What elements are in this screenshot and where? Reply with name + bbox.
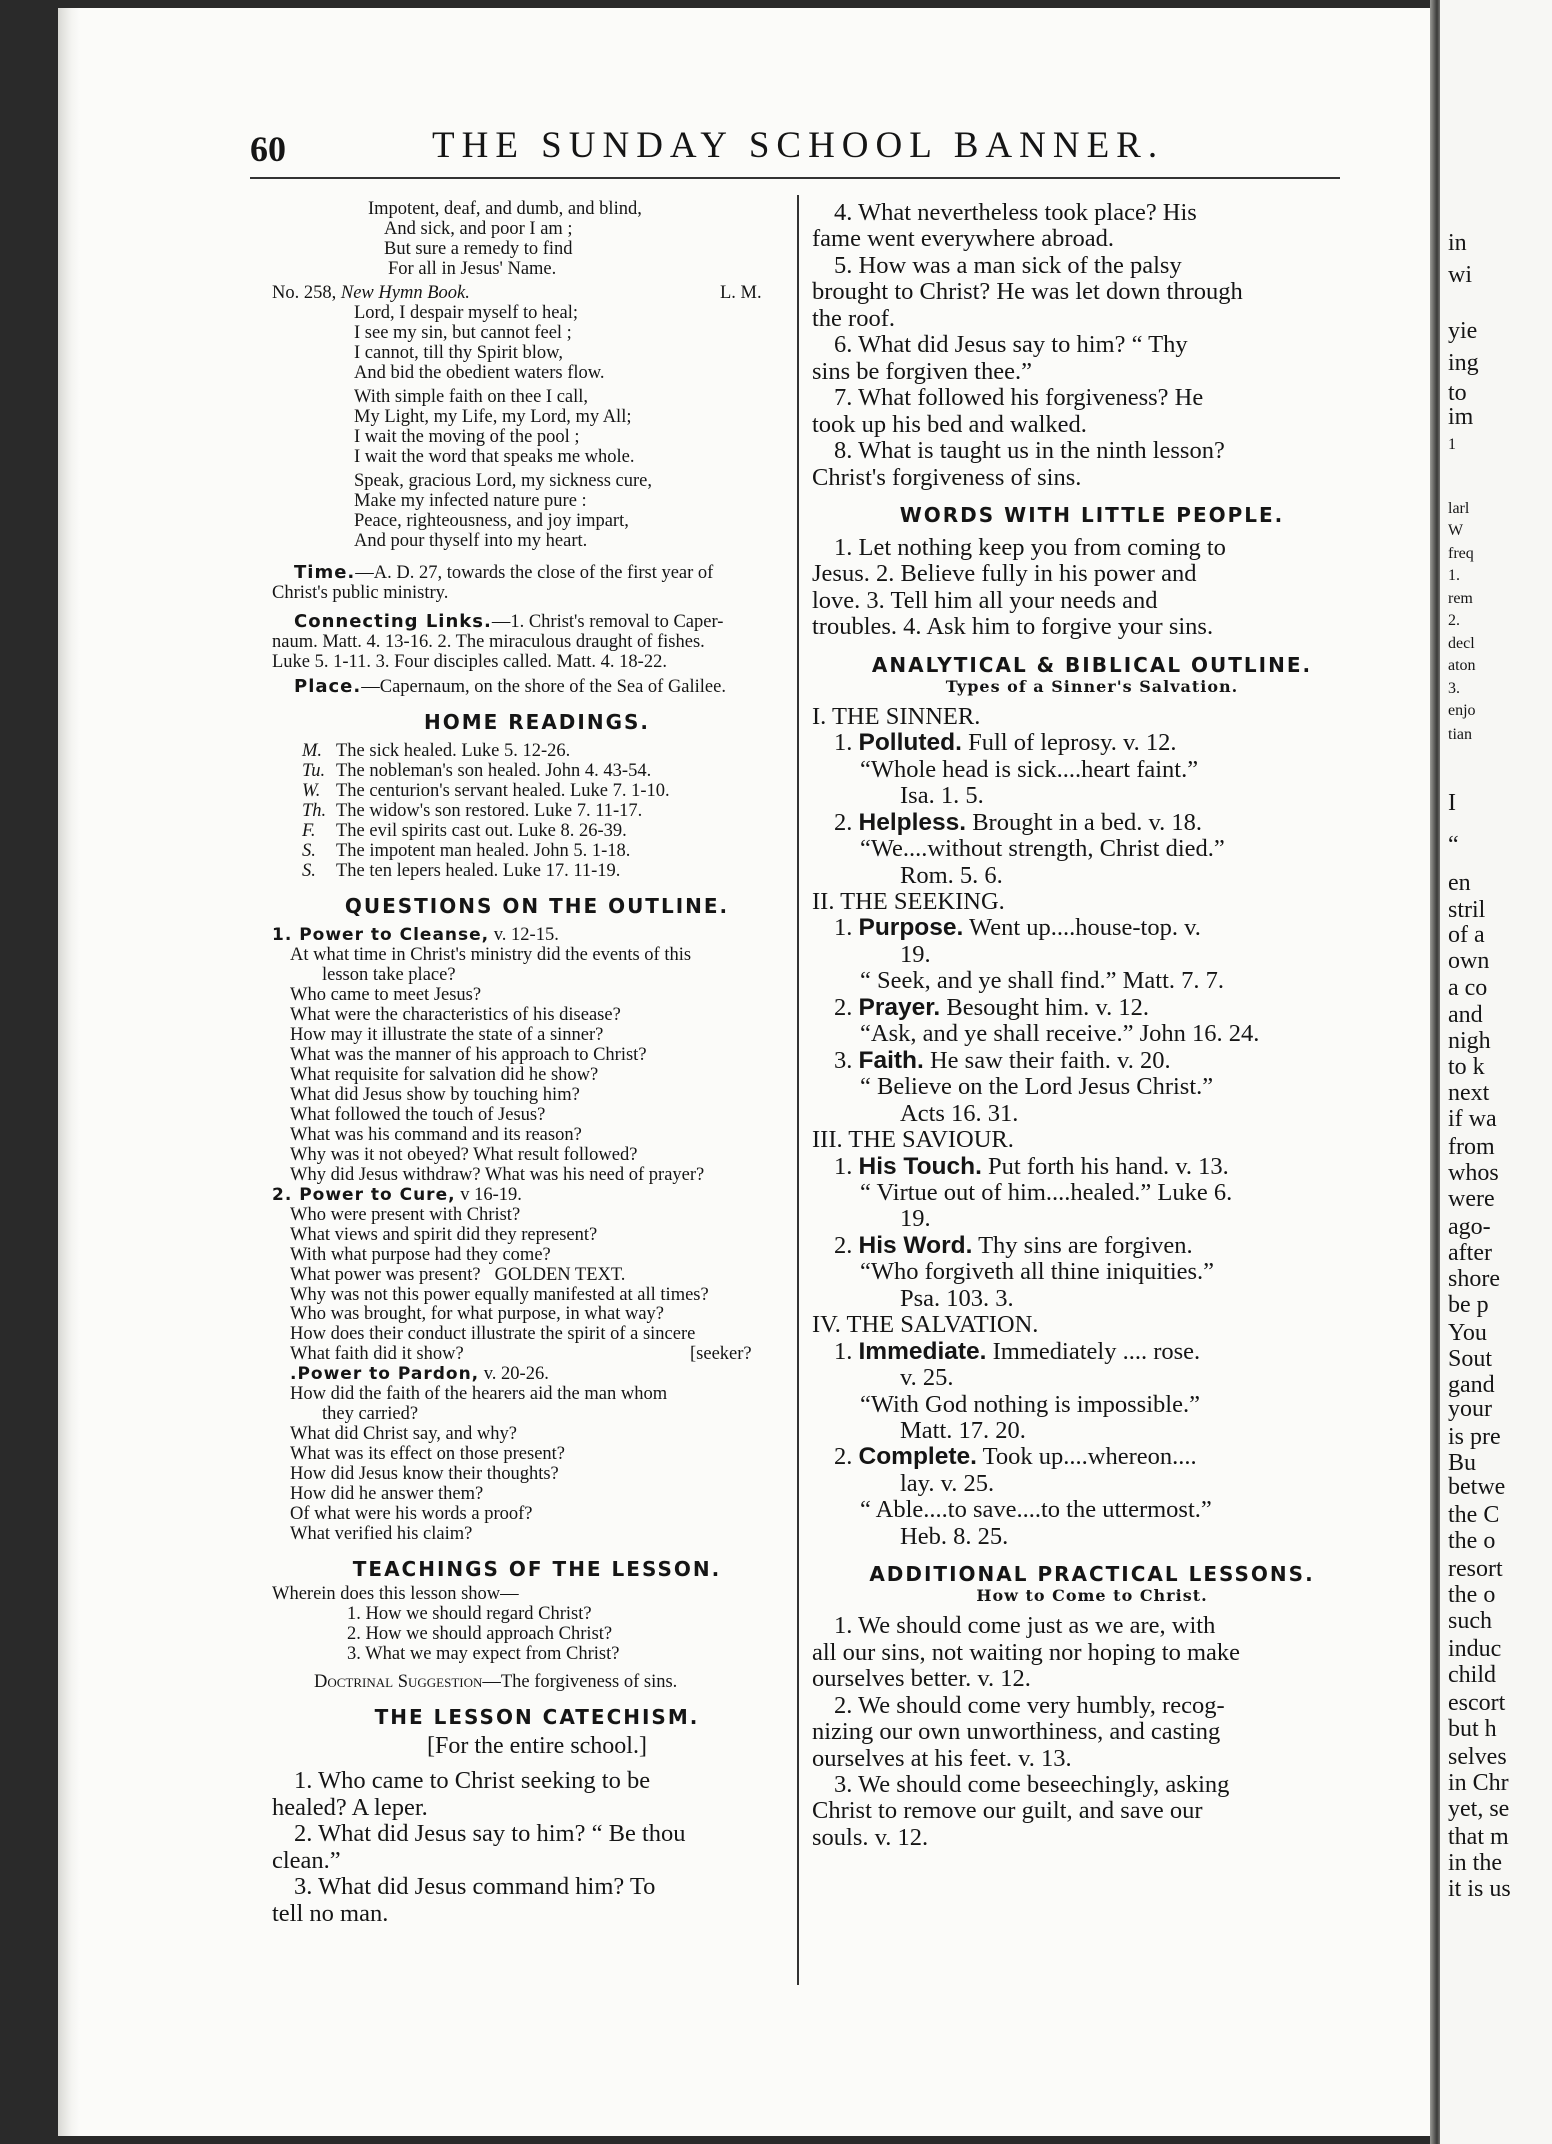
links-line-1: —1. Christ's removal to Caper-	[491, 612, 724, 633]
teaching-item: 2. How we should approach Christ?	[347, 1624, 613, 1645]
outline-point-keyword: Polluted.	[858, 729, 962, 757]
outline-point-number: 2.	[834, 1231, 859, 1259]
home-reading-item	[302, 862, 802, 882]
links-line-3: Luke 5. 1-11. 3. Four disciples called. Matt. 4. 18-22.	[272, 652, 667, 673]
catechism-line: 2. What did Jesus say to him? “ Be thou	[294, 1820, 686, 1848]
catechism-line: 5. How was a man sick of the palsy	[834, 251, 1182, 279]
hymn-line: And sick, and poor I am ;	[384, 218, 573, 239]
catechism-line: sins be forgiven thee.”	[812, 357, 1032, 385]
next-page-fragment: 1	[1448, 436, 1456, 453]
additional-line: nizing our own unworthiness, and casting	[812, 1718, 1221, 1746]
q2-heading: 2. Power to Cure,	[272, 1184, 456, 1205]
next-page-fragment: stril	[1448, 897, 1486, 923]
q1-ref: v. 12-15.	[489, 925, 559, 946]
outline-reference: Matt. 17. 20.	[900, 1417, 1026, 1445]
question-line: Why did Jesus withdraw? What was his need of prayer?	[290, 1164, 705, 1185]
next-page-fragment: in Chr	[1448, 1770, 1509, 1796]
outline-point-number: 1.	[834, 1152, 859, 1180]
outline-point-keyword: Faith.	[858, 1046, 924, 1074]
additional-line: ourselves better. v. 12.	[812, 1665, 1031, 1693]
outline-point-number: 3.	[834, 1046, 859, 1074]
catechism-line: 3. What did Jesus command him? To	[294, 1873, 656, 1901]
outline-quote: “ Seek, and ye shall find.” Matt. 7. 7.	[860, 967, 1225, 995]
additional-line: ourselves at his feet. v. 13.	[812, 1744, 1072, 1772]
catechism-title: THE LESSON CATECHISM.	[374, 1704, 700, 1729]
catechism-subtitle: [For the entire school.]	[427, 1732, 647, 1759]
outline-point	[812, 810, 1372, 836]
home-reading-item	[302, 742, 802, 762]
place-text: —Capernaum, on the shore of the Sea of Galilee.	[361, 677, 726, 698]
question-line: Who came to meet Jesus?	[290, 984, 482, 1005]
outline-reference: 19.	[900, 1205, 931, 1233]
next-page-fragment: that m	[1448, 1824, 1509, 1850]
next-page-fragment: You	[1448, 1320, 1487, 1346]
header-rule	[250, 177, 1340, 179]
next-page-fragment: aton	[1448, 657, 1476, 674]
hymn-meter: L. M.	[720, 282, 762, 303]
hymn-line: I wait the word that speaks me whole.	[354, 446, 635, 467]
time-line-2: Christ's public ministry.	[272, 583, 449, 604]
next-page-fragment: it is us	[1448, 1876, 1511, 1902]
question-line: How may it illustrate the state of a sinner?	[290, 1024, 604, 1045]
outline-point-keyword: Immediate.	[858, 1337, 987, 1365]
running-title: THE SUNDAY SCHOOL BANNER.	[432, 125, 1165, 166]
outline-point-keyword: Purpose.	[858, 914, 964, 942]
outline-quote: “ Able....to save....to the uttermost.”	[860, 1496, 1212, 1524]
doctrinal-suggestion	[272, 1673, 802, 1693]
question-line: Why was not this power equally manifested at all times?	[290, 1284, 709, 1305]
next-page-fragment: were	[1448, 1186, 1495, 1212]
question-line: How does their conduct illustrate the spirit of a sincere	[290, 1324, 696, 1345]
words-line: troubles. 4. Ask him to forgive your sins.	[812, 613, 1214, 641]
outline-heading: III. THE SAVIOUR.	[812, 1126, 1014, 1154]
outline-reference: v. 25.	[900, 1364, 954, 1392]
time-label: Time.	[294, 562, 356, 584]
hymn-line: Lord, I despair myself to heal;	[354, 302, 578, 323]
outline-reference: Isa. 1. 5.	[900, 782, 984, 810]
next-page-fragment: if wa	[1448, 1106, 1497, 1132]
catechism-line: healed? A leper.	[272, 1793, 428, 1821]
additional-line: Christ to remove our guilt, and save our	[812, 1797, 1203, 1825]
outline-point-text: Put forth his hand. v. 13.	[981, 1152, 1229, 1180]
home-reading-day: S.	[302, 841, 316, 862]
catechism-line: brought to Christ? He was let down through	[812, 278, 1243, 306]
questions-title: QUESTIONS ON THE OUTLINE.	[344, 894, 730, 919]
next-page-fragment: enjo	[1448, 702, 1476, 719]
words-list	[812, 535, 1372, 641]
next-page-fragment: ago-	[1448, 1214, 1491, 1240]
home-reading-text: The evil spirits cast out. Luke 8. 26-39.	[336, 821, 627, 842]
home-reading-text: The widow's son restored. Luke 7. 11-17.	[336, 801, 643, 822]
additional-line: 1. We should come just as we are, with	[834, 1612, 1216, 1640]
additional-title: ADDITIONAL PRACTICAL LESSONS.	[869, 1562, 1315, 1587]
outline-point-number: 1.	[834, 729, 859, 757]
hymn-reference	[272, 284, 802, 304]
additional-subtitle: How to Come to Christ.	[976, 1586, 1208, 1606]
home-reading-day: W.	[302, 781, 321, 802]
catechism-line: took up his bed and walked.	[812, 410, 1087, 438]
q2-questions	[272, 1206, 802, 1366]
outline-quote: “We....without strength, Christ died.”	[860, 835, 1225, 863]
links-label: Connecting Links.	[294, 611, 492, 633]
outline-point-number: 2.	[834, 993, 859, 1021]
next-page-fragment: nigh	[1448, 1028, 1491, 1054]
outline-heading: IV. THE SALVATION.	[812, 1311, 1039, 1339]
additional-line: all our sins, not waiting nor hoping to make	[812, 1638, 1241, 1666]
hymn-line: For all in Jesus' Name.	[388, 258, 557, 279]
next-page-fragment: from	[1448, 1134, 1495, 1160]
question-line: How did the faith of the hearers aid the man whom	[290, 1384, 668, 1405]
next-page-fragment: after	[1448, 1240, 1492, 1266]
next-page-fragment: to	[1448, 380, 1467, 406]
question-line: What requisite for salvation did he show?	[290, 1064, 599, 1085]
question-line: What did Jesus show by touching him?	[290, 1084, 580, 1105]
outline-point	[812, 995, 1372, 1021]
hymn-line: Speak, gracious Lord, my sickness cure,	[354, 470, 652, 491]
next-page-fragment: 3.	[1448, 680, 1460, 697]
q1-heading: 1. Power to Cleanse,	[272, 925, 490, 946]
question-line: What were the characteristics of his disease?	[290, 1004, 621, 1025]
outline-point-text: Went up....house-top. v.	[963, 914, 1201, 942]
next-page-edge	[1440, 0, 1552, 2144]
question-line: What faith did it show? [seeker?	[290, 1344, 752, 1365]
home-reading-item	[302, 782, 802, 802]
hymn-line: Impotent, deaf, and dumb, and blind,	[368, 199, 642, 219]
hymn-line: Make my infected nature pure :	[354, 490, 587, 511]
hymn-line: Peace, righteousness, and joy impart,	[354, 510, 629, 531]
outline-point-number: 2.	[834, 808, 859, 836]
next-page-fragment: whos	[1448, 1160, 1499, 1186]
next-page-fragment: Bu	[1448, 1450, 1477, 1476]
outline-point-number: 2.	[834, 1443, 859, 1471]
hymn-line: I cannot, till thy Spirit blow,	[354, 342, 563, 363]
additional-line: souls. v. 12.	[812, 1823, 929, 1851]
hymn-line: With simple faith on thee I call,	[354, 386, 589, 407]
next-page-fragment: im	[1448, 404, 1474, 430]
catechism-line: fame went everywhere abroad.	[812, 225, 1115, 253]
question-line: What was its effect on those present?	[290, 1444, 566, 1465]
catechism-line: 6. What did Jesus say to him? “ Thy	[834, 331, 1188, 359]
doctrinal-text: —The forgiveness of sins.	[482, 1671, 678, 1692]
hymn-number: No. 258,	[272, 282, 337, 303]
next-page-fragment: wi	[1448, 262, 1472, 288]
question-line: Of what were his words a proof?	[290, 1504, 533, 1525]
question-line: At what time in Christ's ministry did the events of this	[290, 945, 692, 966]
outline-point-number: 1.	[834, 914, 859, 942]
home-reading-item	[302, 762, 802, 782]
time-section	[272, 563, 802, 604]
catechism-line: 4. What nevertheless took place? His	[834, 199, 1197, 226]
words-title: WORDS WITH LITTLE PEOPLE.	[899, 502, 1285, 527]
links-line-2: naum. Matt. 4. 13-16. 2. The miraculous draught of fishes.	[272, 632, 705, 653]
time-line-1: —A. D. 27, towards the close of the first year of	[355, 563, 714, 584]
outline-point	[812, 1048, 1372, 1074]
outline-point	[812, 1154, 1372, 1180]
teaching-item: 3. What we may expect from Christ?	[347, 1644, 620, 1664]
home-reading-day: M.	[302, 741, 323, 762]
hymn-stanza-b2	[272, 388, 802, 468]
left-column	[272, 200, 802, 1927]
next-page-fragment: ing	[1448, 350, 1479, 376]
home-readings-title: HOME READINGS.	[423, 710, 650, 735]
q3-ref: v. 20-26.	[479, 1364, 549, 1385]
outline-point-keyword: Prayer.	[858, 993, 941, 1021]
home-reading-day: F.	[302, 821, 316, 842]
next-page-fragment: “	[1448, 832, 1459, 858]
page-spine-edge	[58, 8, 80, 2136]
outline-point-text: Full of leprosy. v. 12.	[961, 729, 1177, 757]
outline-point-keyword: His Word.	[858, 1231, 973, 1259]
next-page-fragment: freq	[1448, 545, 1474, 562]
next-page-fragment: betwe	[1448, 1474, 1506, 1500]
outline-point-keyword: Helpless.	[858, 808, 967, 836]
outline-point-text: Besought him. v. 12.	[940, 993, 1149, 1021]
outline-point-text: Took up....whereon....	[976, 1443, 1197, 1471]
q3-questions	[272, 1385, 802, 1545]
next-page-fragment: decl	[1448, 635, 1475, 652]
hymn-line: I see my sin, but cannot feel ;	[354, 322, 572, 343]
question-line: What followed the touch of Jesus?	[290, 1104, 546, 1125]
outline-point-number: 1.	[834, 1337, 859, 1365]
question-line: What was the manner of his approach to Christ?	[290, 1044, 647, 1065]
hymn-line: My Light, my Life, my Lord, my All;	[354, 406, 632, 427]
additional-list	[812, 1613, 1372, 1851]
additional-line: 2. We should come very humbly, recog-	[834, 1691, 1225, 1719]
catechism-list	[272, 1768, 802, 1927]
next-page-fragment: Sout	[1448, 1346, 1493, 1372]
catechism-line: tell no man.	[272, 1899, 389, 1927]
next-page-fragment: en	[1448, 870, 1471, 896]
home-reading-item	[302, 842, 802, 862]
home-reading-text: The sick healed. Luke 5. 12-26.	[336, 741, 571, 762]
question-line: What power was present? GOLDEN TEXT.	[290, 1264, 626, 1285]
question-line: What did Christ say, and why?	[290, 1424, 517, 1445]
next-page-fragment: your	[1448, 1396, 1492, 1422]
teaching-item: 1. How we should regard Christ?	[347, 1604, 592, 1625]
analytical-subtitle: Types of a Sinner's Salvation.	[945, 676, 1239, 696]
home-reading-day: S.	[302, 861, 316, 882]
outline-point-text: He saw their faith. v. 20.	[923, 1046, 1171, 1074]
next-page-fragment: the o	[1448, 1582, 1496, 1608]
question-line: With what purpose had they come?	[290, 1244, 551, 1265]
outline-reference: 19.	[900, 940, 931, 968]
next-page-fragment: I	[1448, 790, 1456, 816]
hymn-book: New Hymn Book.	[340, 282, 470, 303]
question-line: Who were present with Christ?	[290, 1204, 521, 1225]
question-line: What views and spirit did they represent?	[290, 1224, 598, 1245]
place-label: Place.	[294, 676, 362, 698]
running-header	[250, 118, 1340, 174]
outline-reference: lay. v. 25.	[900, 1469, 995, 1497]
outline-point-text: Brought in a bed. v. 18.	[966, 808, 1202, 836]
question-line: How did Jesus know their thoughts?	[290, 1464, 559, 1485]
page-number: 60	[250, 129, 286, 169]
teachings-list	[272, 1605, 802, 1665]
next-page-fragment: in	[1448, 230, 1467, 256]
home-reading-item	[302, 802, 802, 822]
outline-list	[812, 704, 1372, 1551]
next-page-fragment: own	[1448, 948, 1490, 974]
question-line: Who was brought, for what purpose, in what way?	[290, 1304, 665, 1325]
question-line: they carried?	[322, 1404, 419, 1425]
next-page-fragment: 2.	[1448, 612, 1460, 629]
next-page-fragment: rem	[1448, 590, 1473, 607]
catechism-line: Christ's forgiveness of sins.	[812, 463, 1082, 491]
catechism-line: 7. What followed his forgiveness? He	[834, 384, 1204, 412]
next-page-fragment: W	[1448, 522, 1464, 539]
next-page-fragment: yet, se	[1448, 1796, 1510, 1822]
outline-heading: I. THE SINNER.	[812, 702, 981, 730]
catechism-line: the roof.	[812, 304, 895, 332]
words-line: 1. Let nothing keep you from coming to	[834, 533, 1226, 561]
outline-point	[812, 730, 1372, 756]
home-reading-item	[302, 822, 802, 842]
next-page-fragment: shore	[1448, 1266, 1500, 1292]
outline-point	[812, 1444, 1372, 1470]
question-line: What was his command and its reason?	[290, 1124, 582, 1145]
hymn-line: I wait the moving of the pool ;	[354, 426, 580, 447]
question-line: What verified his claim?	[290, 1524, 473, 1545]
hymn-line: And bid the obedient waters flow.	[354, 362, 605, 383]
next-page-fragment: gand	[1448, 1372, 1495, 1398]
teachings-intro: Wherein does this lesson show—	[272, 1584, 519, 1605]
outline-reference: Acts 16. 31.	[900, 1099, 1019, 1127]
next-page-fragment: resort	[1448, 1556, 1503, 1582]
next-page-fragment: yie	[1448, 318, 1478, 344]
hymn-line: But sure a remedy to find	[384, 238, 573, 259]
outline-quote: “Whole head is sick....heart faint.”	[860, 755, 1199, 783]
next-page-fragment: is pre	[1448, 1424, 1501, 1450]
next-page-fragment: selves	[1448, 1744, 1507, 1770]
next-page-fragment: to k	[1448, 1054, 1485, 1080]
words-line: Jesus. 2. Believe fully in his power and	[812, 560, 1197, 588]
next-page-fragment: child	[1448, 1662, 1496, 1688]
connecting-links-section	[272, 612, 802, 673]
home-reading-day: Th.	[302, 801, 327, 822]
hymn-stanza-b3	[272, 472, 802, 552]
outline-point	[812, 1339, 1372, 1365]
home-reading-text: The ten lepers healed. Luke 17. 11-19.	[336, 861, 621, 882]
additional-line: 3. We should come beseechingly, asking	[834, 1771, 1230, 1799]
outline-point-keyword: Complete.	[858, 1443, 977, 1471]
hymn-stanza-a	[272, 200, 802, 280]
hymn-stanza-b1	[272, 304, 802, 384]
outline-quote: “ Believe on the Lord Jesus Christ.”	[860, 1073, 1214, 1101]
catechism-continued	[812, 200, 1372, 491]
outline-point-text: Thy sins are forgiven.	[972, 1231, 1193, 1259]
outline-reference: Heb. 8. 25.	[900, 1522, 1009, 1550]
next-page-fragment: such	[1448, 1608, 1492, 1634]
outline-point-keyword: His Touch.	[858, 1152, 982, 1180]
outline-reference: Rom. 5. 6.	[900, 861, 1003, 889]
home-reading-text: The impotent man healed. John 5. 1-18.	[336, 841, 631, 862]
outline-quote: “With God nothing is impossible.”	[860, 1390, 1200, 1418]
outline-point-text: Immediately .... rose.	[986, 1337, 1201, 1365]
outline-point	[812, 1233, 1372, 1259]
teachings-title: TEACHINGS OF THE LESSON.	[352, 1557, 722, 1582]
home-reading-text: The centurion's servant healed. Luke 7. 1-10.	[336, 781, 670, 802]
home-reading-day: Tu.	[302, 761, 326, 782]
outline-quote: “Ask, and ye shall receive.” John 16. 24.	[860, 1020, 1260, 1048]
next-page-fragment: 1.	[1448, 567, 1460, 584]
catechism-line: 1. Who came to Christ seeking to be	[294, 1767, 651, 1795]
q2-ref: v 16-19.	[455, 1184, 522, 1205]
next-page-fragment: of a	[1448, 922, 1485, 948]
hymn-line: And pour thyself into my heart.	[354, 530, 588, 551]
next-page-fragment: larl	[1448, 500, 1470, 517]
seeker-continuation: [seeker?	[690, 1344, 752, 1365]
next-page-fragment: next	[1448, 1080, 1490, 1106]
outline-quote: “ Virtue out of him....healed.” Luke 6.	[860, 1178, 1233, 1206]
words-line: love. 3. Tell him all your needs and	[812, 586, 1158, 614]
next-page-fragment: the C	[1448, 1502, 1500, 1528]
outline-point	[812, 915, 1372, 941]
home-readings-list	[272, 742, 802, 882]
q3-heading: .Power to Pardon,	[290, 1364, 480, 1385]
right-column	[812, 200, 1372, 1851]
question-line: Why was it not obeyed? What result followed?	[290, 1144, 638, 1165]
q1-questions	[272, 946, 802, 1186]
outline-reference: Psa. 103. 3.	[900, 1284, 1014, 1312]
home-reading-text: The nobleman's son healed. John 4. 43-54.	[336, 761, 652, 782]
next-page-fragment: a co	[1448, 975, 1488, 1001]
next-page-fragment: but h	[1448, 1716, 1497, 1742]
next-page-fragment: escort	[1448, 1690, 1506, 1716]
catechism-line: 8. What is taught us in the ninth lesson?	[834, 437, 1225, 465]
catechism-line: clean.”	[272, 1846, 341, 1874]
next-page-fragment: in the	[1448, 1850, 1502, 1876]
next-page-fragment: be p	[1448, 1292, 1489, 1318]
question-line: lesson take place?	[322, 965, 456, 985]
golden-text-label: GOLDEN TEXT.	[494, 1264, 626, 1285]
next-page-fragment: induc	[1448, 1636, 1502, 1662]
analytical-title: ANALYTICAL & BIBLICAL OUTLINE.	[871, 652, 1313, 677]
next-page-fragment: and	[1448, 1002, 1483, 1028]
outline-quote: “Who forgiveth all thine iniquities.”	[860, 1258, 1215, 1286]
next-page-fragment: the o	[1448, 1528, 1496, 1554]
place-section	[272, 677, 802, 698]
next-page-fragment: tian	[1448, 726, 1472, 743]
doctrinal-label: Doctrinal Suggestion	[314, 1671, 483, 1692]
outline-heading: II. THE SEEKING.	[812, 887, 1005, 915]
question-line: How did he answer them?	[290, 1484, 484, 1505]
